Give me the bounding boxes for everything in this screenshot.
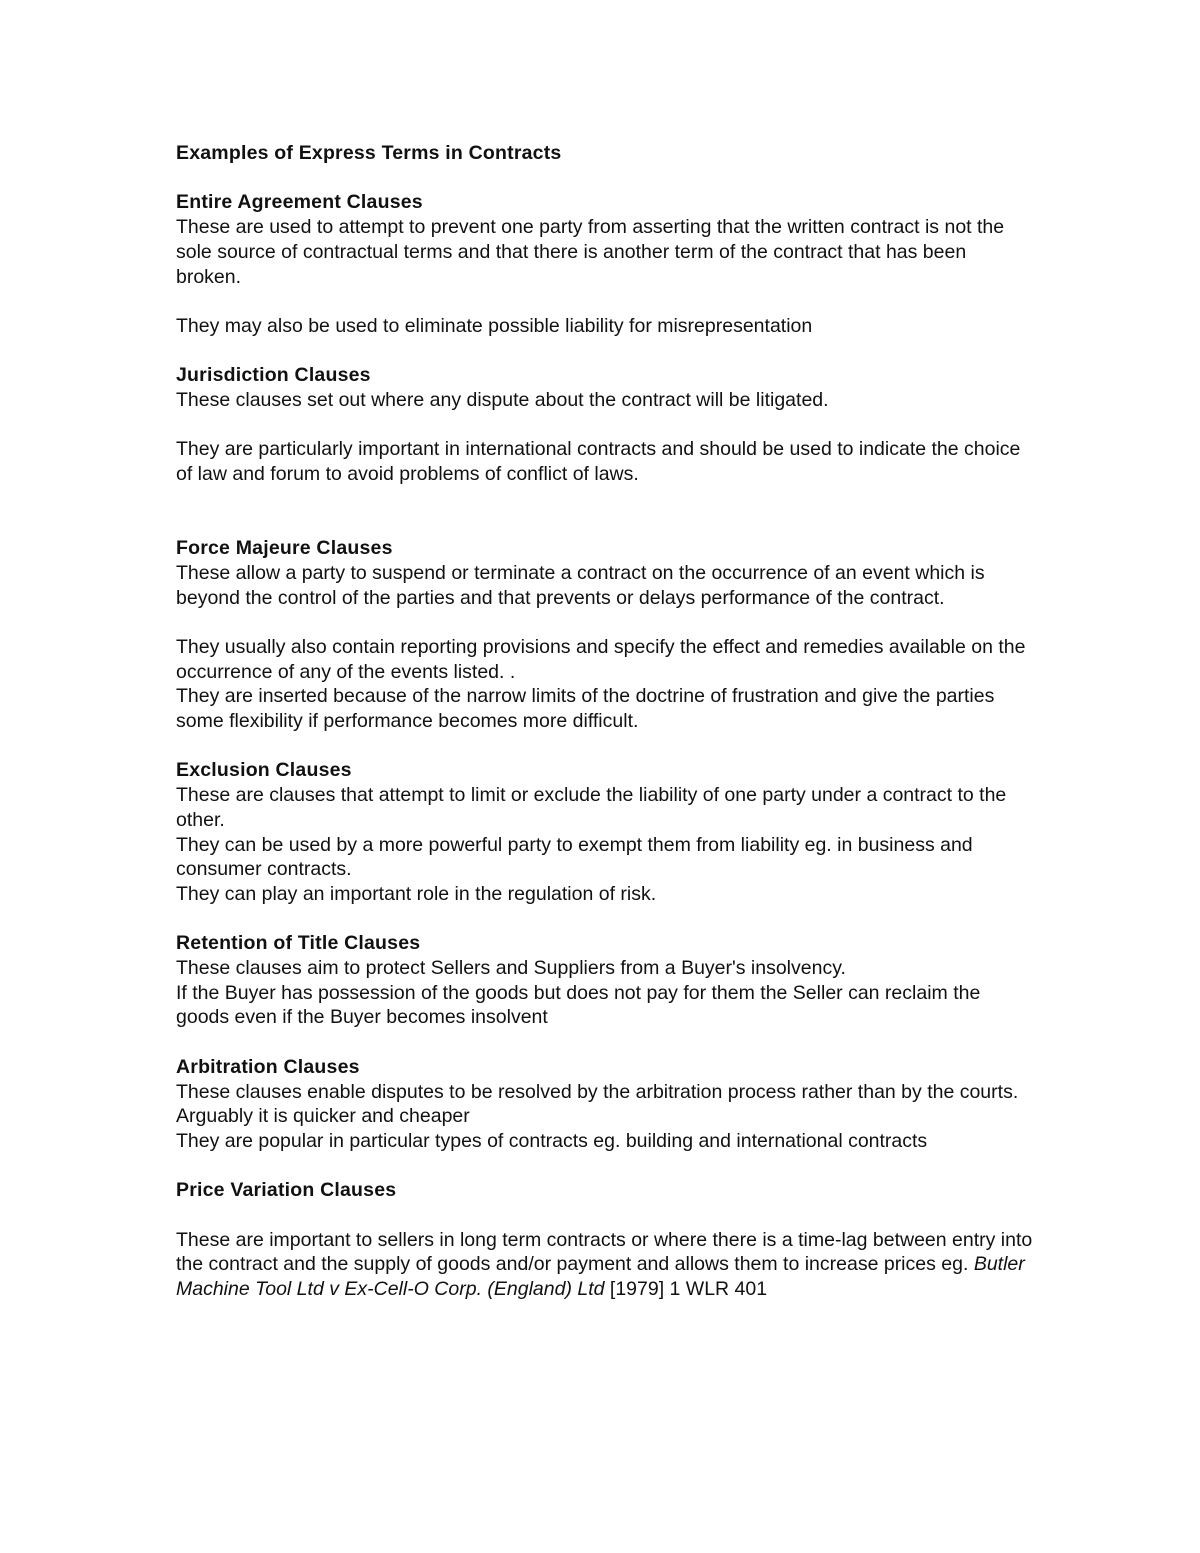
- paragraph-lead-text: These are important to sellers in long term contracts or where there is a time-lag between entry into the contract and the supply of goods and/or payment and allows them to increase prices eg.: [176, 1228, 1033, 1276]
- section-paragraph: They can play an important role in the regulation of risk.: [176, 882, 657, 905]
- section-paragraph: These are clauses that attempt to limit or exclude the liability of one party under a contract to the other.: [176, 784, 1007, 831]
- section-paragraph: They are particularly important in international contracts and should be used to indicate the choice of law and forum to avoid problems of conflict of laws.: [176, 438, 1021, 486]
- section-force-majeure: [176, 536, 1036, 734]
- section-paragraph: They are inserted because of the narrow limits of the doctrine of frustration and give the parties some flexibility if performance becomes more difficult.: [176, 685, 995, 733]
- case-citation: [1979] 1 WLR 401: [604, 1278, 768, 1301]
- section-paragraph: These allow a party to suspend or terminate a contract on the occurrence of an event which is beyond the control of the parties and that prevents or delays performance of the contract.: [176, 561, 985, 609]
- document-title: Examples of Express Terms in Contracts: [176, 142, 562, 164]
- section-heading: Exclusion Clauses: [176, 759, 352, 782]
- section-heading: Entire Agreement Clauses: [176, 191, 423, 214]
- section-exclusion: [176, 758, 1036, 906]
- section-paragraph: These clauses enable disputes to be resolved by the arbitration process rather than by the courts.: [176, 1080, 1019, 1103]
- section-paragraph: These are used to attempt to prevent one party from asserting that the written contract is not the sole source of contractual terms and that there is another term of the contract that has been broken.: [176, 216, 1005, 288]
- section-heading: Price Variation Clauses: [176, 1179, 397, 1202]
- section-heading: Arbitration Clauses: [176, 1055, 360, 1078]
- section-price-variation: [176, 1178, 1036, 1302]
- section-paragraph: If the Buyer has possession of the goods but does not pay for them the Seller can reclaim the goods even if the Buyer becomes insolvent: [176, 981, 981, 1029]
- document-page: [176, 141, 1036, 1327]
- section-heading: Jurisdiction Clauses: [176, 364, 371, 387]
- section-retention-of-title: [176, 931, 1036, 1030]
- section-heading: Retention of Title Clauses: [176, 932, 421, 955]
- section-jurisdiction: [176, 363, 1036, 487]
- section-paragraph: Arguably it is quicker and cheaper: [176, 1105, 470, 1128]
- section-entire-agreement: [176, 190, 1036, 338]
- section-paragraph: These clauses aim to protect Sellers and Suppliers from a Buyer's insolvency.: [176, 957, 846, 980]
- section-arbitration: [176, 1055, 1036, 1154]
- section-paragraph: They are popular in particular types of contracts eg. building and international contracts: [176, 1129, 928, 1152]
- section-paragraph: [176, 1228, 1036, 1302]
- section-paragraph: They usually also contain reporting provisions and specify the effect and remedies available on the occurrence of any of the events listed. .: [176, 635, 1026, 683]
- case-name: Butler Machine Tool Ltd v Ex-Cell-O Corp. (England) Ltd: [176, 1253, 1025, 1301]
- section-paragraph: They may also be used to eliminate possible liability for misrepresentation: [176, 314, 813, 337]
- section-heading: Force Majeure Clauses: [176, 537, 393, 560]
- section-paragraph: These clauses set out where any dispute about the contract will be litigated.: [176, 388, 829, 411]
- section-paragraph: They can be used by a more powerful party to exempt them from liability eg. in business and consumer contracts.: [176, 833, 973, 881]
